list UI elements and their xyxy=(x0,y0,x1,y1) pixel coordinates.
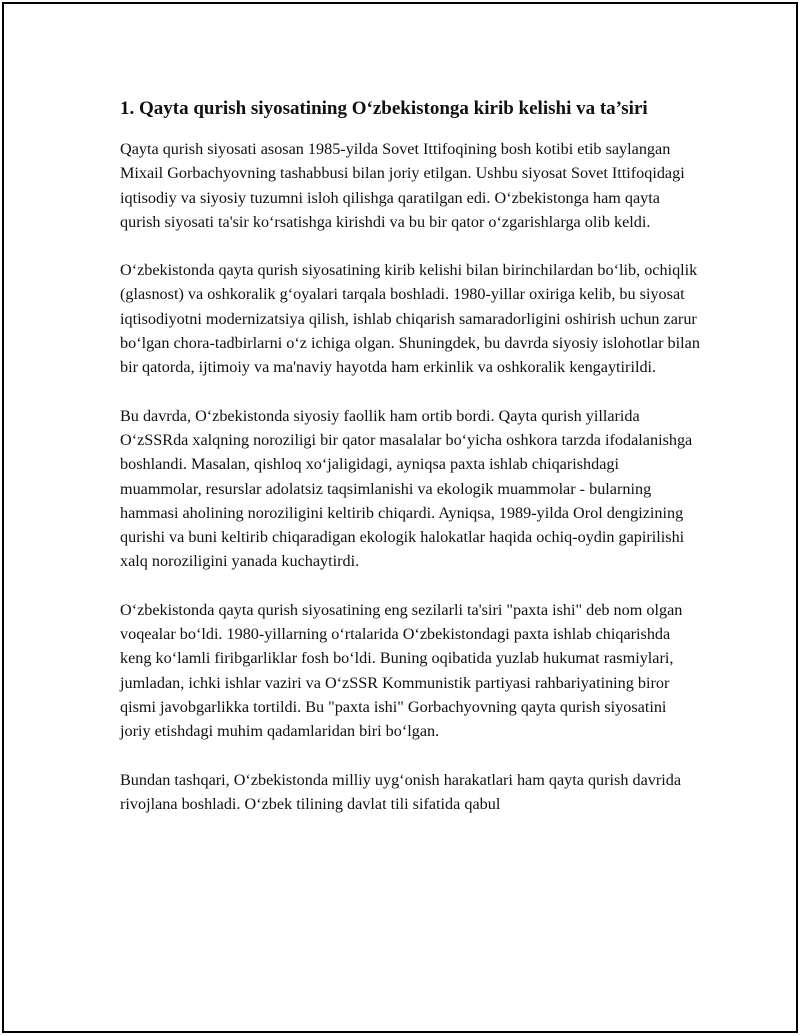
document-content xyxy=(120,96,700,840)
paragraph-3: Bu davrda, O‘zbekistonda siyosiy faollik ham ortib bordi. Qayta qurish yillarida O‘zSSRda xalqning noroziligi bir qator masalalar bo‘yicha oshkora tarzda ifodalanishga boshlandi. Masalan, qishloq xo‘jaligidagi, ayniqsa paxta ishlab chiqarishdagi muammolar, resurslar adolatsiz taqsimlanishi va ekologik muammolar - bularning hammasi aholining noroziligini keltirib chiqardi. Ayniqsa, 1989-yilda Orol dengizining qurishi va buni keltirib chiqaradigan ekologik halokatlar haqida ochiq-oydin gapirilishi xalq noroziligini yanada kuchaytirdi. xyxy=(120,406,693,571)
paragraph-2: O‘zbekistonda qayta qurish siyosatining kirib kelishi bilan birinchilardan bo‘lib, ochiqlik (glasnost) va oshkoralik g‘oyalari tarqala boshladi. 1980-yillar oxiriga kelib, bu siyosat iqtisodiyotni modernizatsiya qilish, ishlab chiqarish samaradorligini oshirish uchun zarur bo‘lgan chora-tadbirlarni o‘z ichiga olgan. Shuningdek, bu davrda siyosiy islohotlar bilan bir qatorda, ijtimoiy va ma'naviy hayotda ham erkinlik va oshkoralik kengaytirildi. xyxy=(120,261,700,377)
document-page xyxy=(2,2,798,1033)
paragraph-5: Bundan tashqari, O‘zbekistonda milliy uyg‘onish harakatlari ham qayta qurish davrida rivojlana boshladi. O‘zbek tilining davlat tili sifatida qabul xyxy=(120,770,682,813)
section-heading: 1. Qayta qurish siyosatining O‘zbekistonga kirib kelishi va ta’siri xyxy=(120,98,648,119)
paragraph-1: Qayta qurish siyosati asosan 1985-yilda Sovet Ittifoqining bosh kotibi etib saylangan Mixail Gorbachyovning tashabbusi bilan joriy etilgan. Ushbu siyosat Sovet Ittifoqidagi iqtisodiy va siyosiy tuzumni isloh qilishga qaratilgan edi. O‘zbekistonga ham qayta qurish siyosati ta'sir ko‘rsatishga kirishdi va bu bir qator o‘zgarishlarga olib keldi. xyxy=(120,140,685,231)
paragraph-4: O‘zbekistonda qayta qurish siyosatining eng sezilarli ta'siri "paxta ishi" deb nom olgan voqealar bo‘ldi. 1980-yillarning o‘rtalarida O‘zbekistondagi paxta ishlab chiqarishda keng ko‘lamli firibgarliklar fosh bo‘ldi. Buning oqibatida yuzlab hukumat rasmiylari, jumladan, ichki ishlar vaziri va O‘zSSR Kommunistik partiyasi rahbariyatining biror qismi javobgarlikka tortildi. Bu "paxta ishi" Gorbachyovning qayta qurish siyosatini joriy etishdagi muhim qadamlaridan biri bo‘lgan. xyxy=(120,600,683,741)
